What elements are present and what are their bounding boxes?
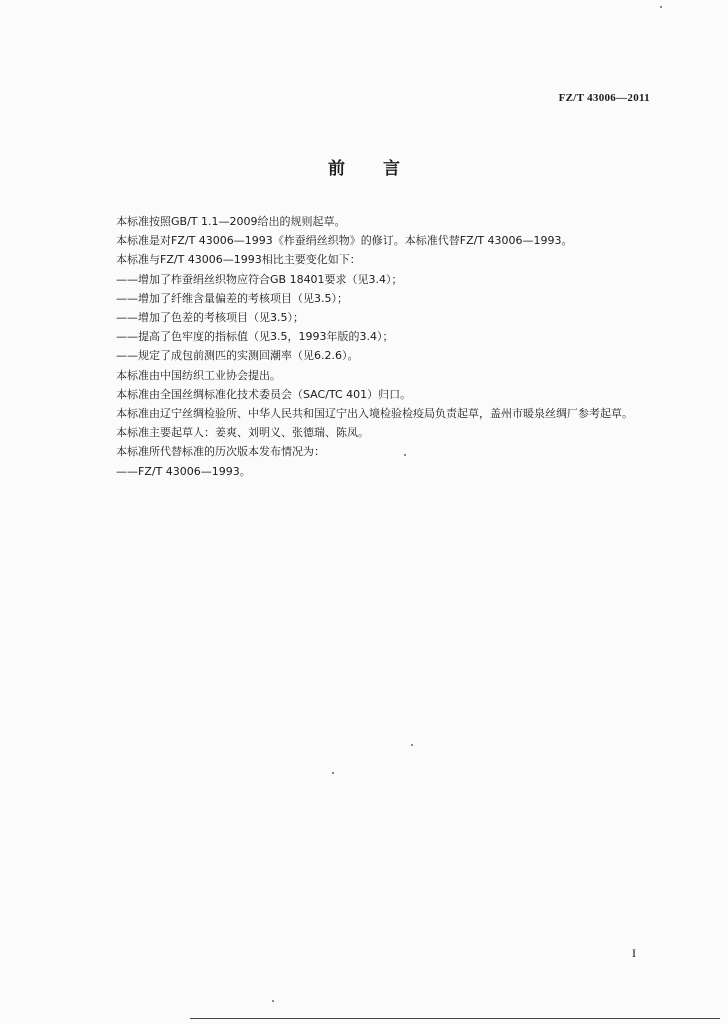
- paragraph-drafting-rules: 本标准按照GB/T 1.1—2009给出的规则起草。: [116, 215, 346, 228]
- history-item: ——FZ/T 43006—1993。: [116, 464, 251, 478]
- scan-speck: [660, 6, 662, 8]
- standard-number: FZ/T 43006—2011: [558, 92, 650, 104]
- paragraph-changes-intro: 本标准与FZ/T 43006—1993相比主要变化如下：: [116, 253, 361, 267]
- paragraph-committee: 本标准由全国丝绸标准化技术委员会（SAC/TC 401）归口。: [116, 387, 412, 401]
- paragraph-drafters: 本标准主要起草人：姜爽、刘明义、张德瑞、陈凤。: [116, 426, 369, 440]
- paragraph-drafting-units: 本标准由辽宁丝绸检验所、中华人民共和国辽宁出入境检验检疫局负责起草，盖州市暖泉丝绸厂参考起草。: [116, 407, 633, 421]
- page-number: I: [632, 946, 636, 960]
- change-item: ——规定了成包前测匹的实测回潮率（见6.2.6）。: [116, 349, 359, 363]
- change-item: ——增加了色差的考核项目（见3.5）；: [116, 311, 304, 325]
- change-item: ——增加了柞蚕绢丝织物应符合GB 18401要求（见3.4）；: [116, 272, 403, 286]
- change-item: ——提高了色牢度的指标值（见3.5，1993年版的3.4）；: [116, 330, 394, 344]
- paragraph-history-intro: 本标准所代替标准的历次版本发布情况为：: [116, 445, 325, 459]
- scan-speck: [272, 1000, 274, 1002]
- paragraph-revision: 本标准是对FZ/T 43006—1993《柞蚕绢丝织物》的修订。本标准代替FZ/T 43006—1993。: [116, 234, 573, 248]
- scan-speck: [411, 744, 413, 746]
- foreword-body: [83, 212, 658, 481]
- scan-speck: [332, 772, 334, 774]
- bottom-edge-line: [190, 1018, 720, 1019]
- scan-speck: [404, 454, 406, 456]
- paragraph-proposer: 本标准由中国纺织工业协会提出。: [116, 368, 281, 382]
- change-item: ——增加了纤维含量偏差的考核项目（见3.5）；: [116, 291, 348, 305]
- page-title: 前言: [328, 159, 438, 179]
